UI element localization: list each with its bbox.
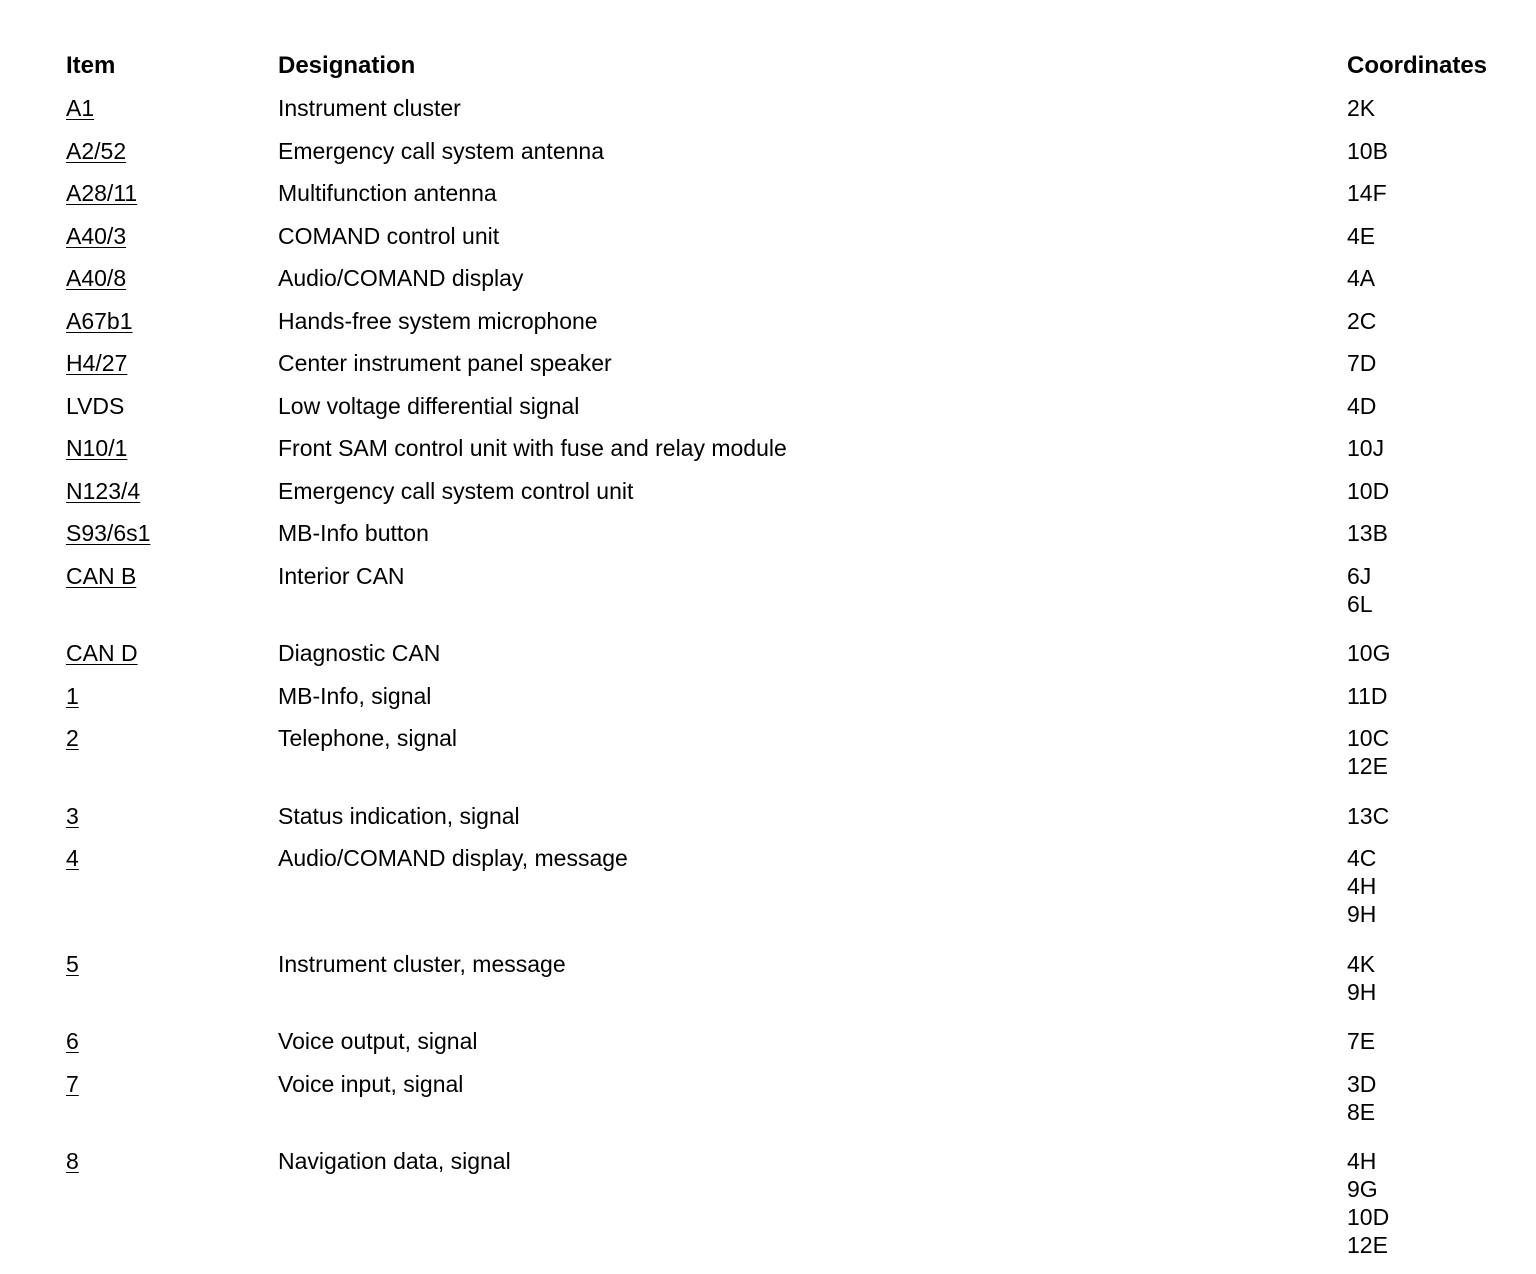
coordinates-cell: [1347, 1070, 1516, 1126]
coordinates-cell: [1347, 639, 1516, 667]
item-cell: [66, 1147, 278, 1175]
designation-cell: Instrument cluster: [278, 95, 461, 121]
item-cell: [66, 724, 278, 752]
item-cell: [66, 950, 278, 978]
designation-cell: Interior CAN: [278, 562, 405, 589]
coordinate-value: 7D: [1347, 350, 1377, 376]
coordinate-value: 7E: [1347, 1028, 1376, 1054]
coordinate-value: 4H: [1347, 873, 1377, 899]
item-cell: [66, 392, 278, 420]
coordinates-cell: [1347, 1147, 1516, 1259]
coordinate-value: 14F: [1347, 180, 1387, 206]
coordinate-value: 12E: [1347, 753, 1388, 779]
item-link[interactable]: A40/3: [66, 222, 127, 249]
table-row: [66, 943, 1516, 1021]
item-cell: [66, 264, 278, 292]
coordinates-cell: [1347, 307, 1516, 335]
item-link[interactable]: 2: [66, 725, 79, 751]
table-row: [66, 717, 1516, 795]
coordinates-column-header: Coordinates: [1347, 51, 1488, 79]
coordinate-value: 10G: [1347, 640, 1391, 666]
table-row: [66, 512, 1516, 555]
item-link[interactable]: CAN B: [66, 562, 137, 589]
designation-cell: Instrument cluster, message: [278, 950, 566, 977]
item-column-header: Item: [66, 51, 116, 79]
table-row: [66, 385, 1516, 428]
coordinate-value: 13B: [1347, 520, 1388, 546]
designation-cell: Audio/COMAND display, message: [278, 845, 628, 871]
table-row: [66, 837, 1516, 943]
coordinates-cell: [1347, 222, 1516, 250]
designation-cell: Status indication, signal: [278, 802, 520, 829]
item-link[interactable]: 6: [66, 1028, 79, 1054]
coordinate-value: 4C: [1347, 845, 1377, 871]
item-cell: [66, 682, 278, 710]
coordinate-value: 10D: [1347, 1204, 1390, 1230]
item-cell: [66, 94, 278, 122]
designation-cell: Audio/COMAND display: [278, 265, 524, 291]
designation-cell: COMAND control unit: [278, 222, 500, 249]
designation-cell: Navigation data, signal: [278, 1148, 511, 1174]
table-row: [66, 342, 1516, 385]
table-row: [66, 632, 1516, 675]
designation-cell: Multifunction antenna: [278, 180, 497, 206]
coordinate-value: 12E: [1347, 1232, 1388, 1258]
designation-cell: Emergency call system antenna: [278, 137, 604, 164]
coordinates-cell: [1347, 477, 1516, 505]
item-link[interactable]: A28/11: [66, 180, 138, 206]
item-cell: [66, 179, 278, 207]
coordinate-value: 9G: [1347, 1176, 1378, 1202]
item-cell: [66, 434, 278, 462]
item-cell: [66, 222, 278, 250]
coordinate-value: 9H: [1347, 978, 1377, 1005]
coordinate-value: 2C: [1347, 307, 1377, 334]
table-row: [66, 675, 1516, 718]
coordinates-cell: [1347, 94, 1516, 122]
designation-cell: MB-Info, signal: [278, 682, 432, 709]
coordinate-value: 11D: [1347, 682, 1388, 709]
item-cell: [66, 349, 278, 377]
item-cell: [66, 137, 278, 165]
designation-cell: Low voltage differential signal: [278, 392, 580, 419]
designation-cell: Front SAM control unit with fuse and relay module: [278, 435, 787, 461]
item-link[interactable]: 3: [66, 802, 79, 829]
coordinate-value: 4A: [1347, 265, 1376, 291]
item-cell: [66, 307, 278, 335]
table-row: [66, 555, 1516, 633]
designation-cell: Diagnostic CAN: [278, 640, 441, 666]
coordinates-cell: [1347, 179, 1516, 207]
item-link[interactable]: 7: [66, 1070, 79, 1097]
table-row: [66, 795, 1516, 838]
header-row: [66, 44, 1516, 87]
table-row: [66, 1140, 1516, 1274]
table-row: [66, 300, 1516, 343]
item-cell: [66, 844, 278, 872]
coordinates-cell: [1347, 519, 1516, 547]
designation-cell: MB-Info button: [278, 520, 429, 546]
coordinate-value: 2K: [1347, 95, 1376, 121]
item-link[interactable]: A1: [66, 95, 95, 121]
item-link[interactable]: 5: [66, 950, 79, 977]
coordinates-cell: [1347, 264, 1516, 292]
coordinates-cell: [1347, 950, 1516, 1006]
coordinates-cell: [1347, 392, 1516, 420]
coordinate-value: 6L: [1347, 590, 1373, 617]
item-cell: [66, 477, 278, 505]
coordinate-value: 6J: [1347, 562, 1372, 589]
coordinates-cell: [1347, 724, 1516, 780]
item-link[interactable]: N123/4: [66, 477, 141, 504]
coordinate-value: 10J: [1347, 435, 1385, 461]
coordinates-cell: [1347, 562, 1516, 618]
legend-rows: [66, 87, 1516, 1274]
coordinates-cell: [1347, 137, 1516, 165]
item-cell: [66, 1027, 278, 1055]
item-cell: [66, 562, 278, 590]
coordinates-cell: [1347, 844, 1516, 928]
table-row: [66, 1063, 1516, 1141]
coordinates-cell: [1347, 682, 1516, 710]
item-link[interactable]: A40/8: [66, 265, 127, 291]
designation-cell: Hands-free system microphone: [278, 307, 598, 334]
coordinates-cell: [1347, 802, 1516, 830]
item-link[interactable]: 1: [66, 682, 79, 709]
item-link[interactable]: A2/52: [66, 137, 127, 164]
item-link[interactable]: 8: [66, 1148, 79, 1174]
coordinate-value: 10B: [1347, 137, 1388, 164]
legend-table: [66, 44, 1516, 1274]
item-link[interactable]: H4/27: [66, 350, 128, 376]
designation-cell: Voice input, signal: [278, 1070, 464, 1097]
coordinate-value: 10C: [1347, 725, 1390, 751]
coordinate-value: 10D: [1347, 477, 1390, 504]
coordinate-value: 3D: [1347, 1070, 1377, 1097]
item-link[interactable]: 4: [66, 845, 79, 871]
item-link[interactable]: CAN D: [66, 640, 138, 666]
coordinates-cell: [1347, 349, 1516, 377]
designation-cell: Telephone, signal: [278, 725, 458, 751]
table-row: [66, 172, 1516, 215]
table-row: [66, 257, 1516, 300]
coordinates-cell: [1347, 1027, 1516, 1055]
table-row: [66, 130, 1516, 173]
coordinate-value: 4K: [1347, 950, 1376, 977]
table-row: [66, 1020, 1516, 1063]
item-link[interactable]: N10/1: [66, 435, 128, 461]
coordinates-cell: [1347, 434, 1516, 462]
item-cell: [66, 639, 278, 667]
designation-cell: Emergency call system control unit: [278, 477, 634, 504]
coordinate-value: 13C: [1347, 802, 1390, 829]
table-row: [66, 215, 1516, 258]
table-row: [66, 470, 1516, 513]
coordinate-value: 4D: [1347, 392, 1377, 419]
item-cell: [66, 1070, 278, 1098]
coordinate-value: 8E: [1347, 1098, 1376, 1125]
item-link[interactable]: S93/6s1: [66, 520, 151, 546]
item-label: LVDS: [66, 392, 125, 419]
table-row: [66, 87, 1516, 130]
coordinate-value: 9H: [1347, 901, 1377, 927]
designation-cell: Center instrument panel speaker: [278, 350, 612, 376]
item-cell: [66, 802, 278, 830]
coordinate-value: 4H: [1347, 1148, 1377, 1174]
item-link[interactable]: A67b1: [66, 307, 133, 334]
coordinate-value: 4E: [1347, 222, 1376, 249]
table-row: [66, 427, 1516, 470]
designation-cell: Voice output, signal: [278, 1028, 478, 1054]
item-cell: [66, 519, 278, 547]
designation-column-header: Designation: [278, 51, 416, 79]
